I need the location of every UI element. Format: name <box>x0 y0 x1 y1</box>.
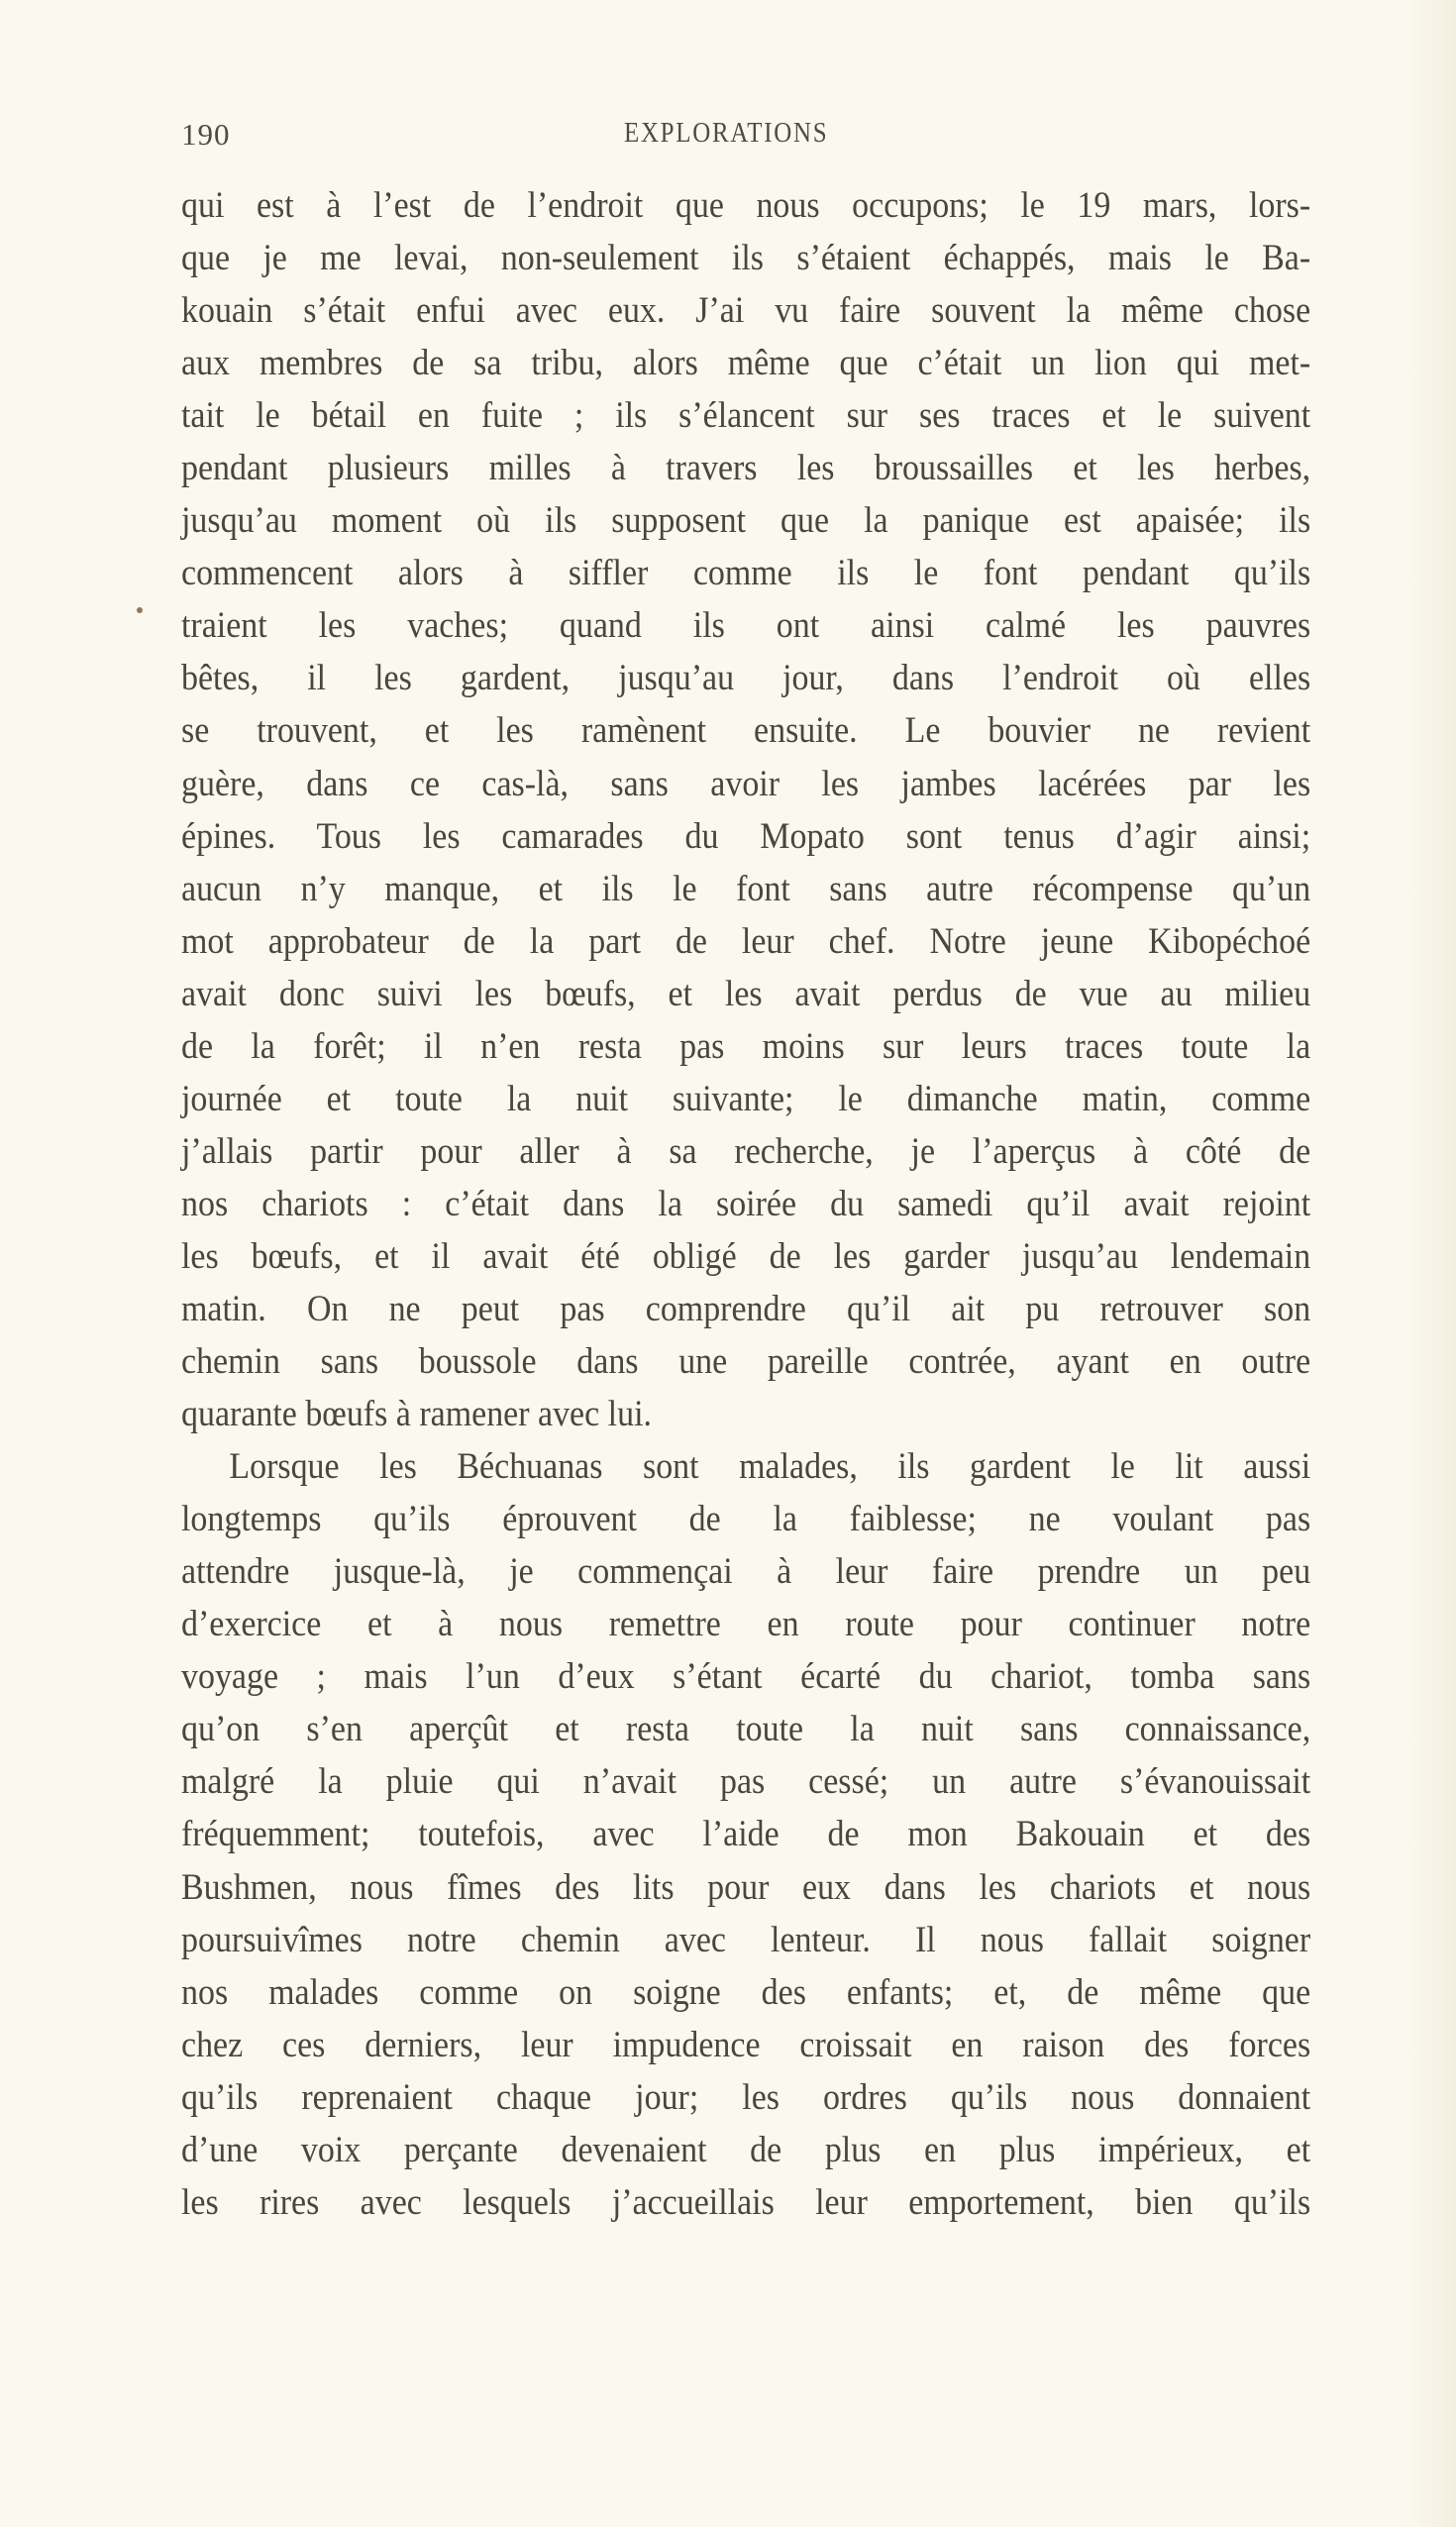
text-line: fréquemment; toutefois, avec l’aide de mon Bakouain et des <box>181 1813 1311 1854</box>
text-line: chemin sans boussole dans une pareille contrée, ayant en outre <box>181 1340 1311 1382</box>
text-line: kouain s’était enfui avec eux. J’ai vu faire souvent la même chose <box>181 289 1311 331</box>
text-line: traient les vaches; quand ils ont ainsi calmé les pauvres <box>181 604 1311 646</box>
text-line: mot approbateur de la part de leur chef. Notre jeune Kibopéchoé <box>181 919 1311 961</box>
text-line: se trouvent, et les ramènent ensuite. Le bouvier ne revient <box>181 709 1311 751</box>
running-title: EXPLORATIONS <box>624 117 829 149</box>
text-line: avait donc suivi les bœufs, et les avait perdus de vue au milieu <box>181 972 1311 1013</box>
text-line: malgré la pluie qui n’avait pas cessé; un autre s’évanouissait <box>181 1760 1311 1802</box>
text-line: guère, dans ce cas-là, sans avoir les jambes lacérées par les <box>181 762 1311 803</box>
text-line: que je me levai, non-seulement ils s’étaient échappés, mais le Ba- <box>181 237 1311 278</box>
text-line: j’allais partir pour aller à sa recherche, je l’aperçus à côté de <box>181 1129 1311 1171</box>
text-line: bêtes, il les gardent, jusqu’au jour, dans l’endroit où elles <box>181 657 1311 698</box>
text-line: longtemps qu’ils éprouvent de la faiblesse; ne voulant pas <box>181 1498 1311 1539</box>
text-line: attendre jusque-là, je commençai à leur faire prendre un peu <box>181 1550 1311 1592</box>
text-line: épines. Tous les camarades du Mopato sont tenus d’agir ainsi; <box>181 814 1311 856</box>
text-line: Bushmen, nous fîmes des lits pour eux dans les chariots et nous <box>181 1865 1311 1907</box>
body-text <box>181 178 1310 2228</box>
text-line: qu’on s’en aperçût et resta toute la nuit sans connaissance, <box>181 1708 1311 1749</box>
ink-speck <box>137 607 143 613</box>
text-line: matin. On ne peut pas comprendre qu’il ait pu retrouver son <box>181 1287 1311 1328</box>
text-line: nos malades comme on soigne des enfants; et, de même que <box>181 1970 1311 2012</box>
paragraph-end-line: quarante bœufs à ramener avec lui. <box>181 1393 653 1434</box>
text-line: de la forêt; il n’en resta pas moins sur leurs traces toute la <box>181 1024 1311 1066</box>
page-number: 190 <box>181 117 231 152</box>
text-line: qui est à l’est de l’endroit que nous occupons; le 19 mars, lors- <box>181 184 1311 225</box>
text-line: les rires avec lesquels j’accueillais leur emportement, bien qu’ils <box>181 2180 1311 2222</box>
text-line: d’exercice et à nous remettre en route pour continuer notre <box>181 1603 1311 1644</box>
text-line: voyage ; mais l’un d’eux s’étant écarté du chariot, tomba sans <box>181 1655 1311 1697</box>
running-head <box>181 117 1310 157</box>
text-line: nos chariots : c’était dans la soirée du samedi qu’il avait rejoint <box>181 1182 1311 1223</box>
text-line: pendant plusieurs milles à travers les broussailles et les herbes, <box>181 447 1311 488</box>
text-line: aucun n’y manque, et ils le font sans autre récompense qu’un <box>181 867 1311 908</box>
text-line: aux membres de sa tribu, alors même que c’était un lion qui met- <box>181 342 1311 383</box>
text-line: les bœufs, et il avait été obligé de les garder jusqu’au lendemain <box>181 1234 1311 1276</box>
text-line: jusqu’au moment où ils supposent que la panique est apaisée; ils <box>181 499 1311 541</box>
paragraph-start-line: Lorsque les Béchuanas sont malades, ils gardent le lit aussi <box>229 1445 1311 1487</box>
text-line: poursuivîmes notre chemin avec lenteur. Il nous fallait soigner <box>181 1918 1311 1959</box>
text-line: journée et toute la nuit suivante; le dimanche matin, comme <box>181 1077 1311 1118</box>
text-line: chez ces derniers, leur impudence croissait en raison des forces <box>181 2023 1311 2064</box>
text-line: tait le bétail en fuite ; ils s’élancent sur ses traces et le suivent <box>181 394 1311 436</box>
text-line: d’une voix perçante devenaient de plus en plus impérieux, et <box>181 2128 1311 2169</box>
text-line: qu’ils reprenaient chaque jour; les ordres qu’ils nous donnaient <box>181 2075 1311 2117</box>
text-line: commencent alors à siffler comme ils le font pendant qu’ils <box>181 552 1311 593</box>
